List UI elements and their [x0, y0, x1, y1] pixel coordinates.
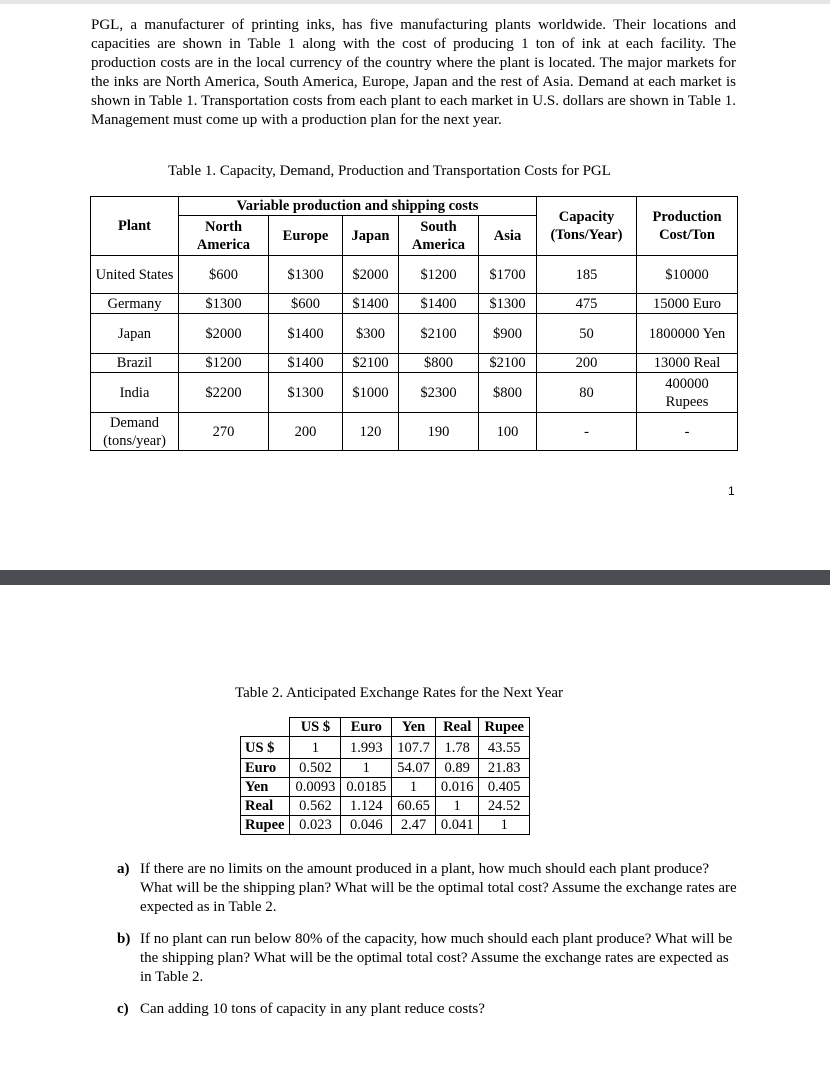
rate-cell: 1 — [392, 778, 436, 797]
demand-cell: 190 — [399, 413, 479, 451]
cost-cell: $2000 — [343, 256, 399, 294]
rate-cell: 0.502 — [290, 759, 341, 778]
demand-cell: 200 — [269, 413, 343, 451]
cost-cell: $2000 — [179, 314, 269, 354]
cost-cell: $2300 — [399, 373, 479, 413]
table1-caption: Table 1. Capacity, Demand, Production and Transportation Costs for PGL — [168, 163, 611, 179]
plant-name: Japan — [91, 314, 179, 354]
table-row — [241, 778, 530, 797]
cost-cell: $1300 — [479, 294, 537, 314]
questions-list — [117, 860, 737, 1032]
intro-paragraph: PGL, a manufacturer of printing inks, has five manufacturing plants worldwide. Their locations and capacities are shown in Table 1 along with the cost of producing 1 ton of ink at each facility. The production costs are in the local currency of the country where the plant is located. The major markets for the inks are North America, South America, Europe, Japan and the rest of Asia. Demand at each market is shown in Table 1. Transportation costs from each plant to each market in U.S. dollars are shown in Table 1. Management must come up with a production plan for the next year. — [91, 17, 736, 128]
plant-name: India — [91, 373, 179, 413]
table-row — [241, 737, 530, 759]
demand-capacity-cell: - — [537, 413, 637, 451]
currency-header: US $ — [290, 718, 341, 737]
cost-cell: $300 — [343, 314, 399, 354]
cost-cell: $900 — [479, 314, 537, 354]
production-cell: 15000 Euro — [637, 294, 738, 314]
question-label: b) — [117, 931, 131, 947]
demand-row — [91, 413, 738, 451]
cost-cell: $600 — [179, 256, 269, 294]
cost-cell: $800 — [399, 354, 479, 373]
cost-cell: $800 — [479, 373, 537, 413]
page-number: 1 — [728, 484, 735, 498]
rate-cell: 1 — [435, 797, 479, 816]
cost-cell: $1300 — [269, 373, 343, 413]
cost-cell: $1400 — [343, 294, 399, 314]
question-c — [117, 1000, 737, 1019]
table-row — [241, 797, 530, 816]
cost-cell: $2100 — [399, 314, 479, 354]
variable-cost-header: Variable production and shipping costs — [179, 197, 537, 216]
table2 — [240, 717, 530, 835]
top-divider — [0, 0, 830, 4]
plant-header: Plant — [91, 197, 179, 256]
table-row — [241, 816, 530, 835]
capacity-cell: 475 — [537, 294, 637, 314]
rate-cell: 0.046 — [341, 816, 392, 835]
currency-header: Real — [435, 718, 479, 737]
cost-cell: $1300 — [179, 294, 269, 314]
cost-cell: $1400 — [399, 294, 479, 314]
rate-cell: 60.65 — [392, 797, 436, 816]
cost-cell: $1400 — [269, 314, 343, 354]
plant-name: Brazil — [91, 354, 179, 373]
rate-cell: 21.83 — [479, 759, 529, 778]
rate-cell: 0.016 — [435, 778, 479, 797]
rate-cell: 0.0093 — [290, 778, 341, 797]
cost-cell: $1200 — [179, 354, 269, 373]
market-header: North America — [179, 216, 269, 256]
page-2 — [0, 585, 830, 1080]
cost-cell: $2100 — [479, 354, 537, 373]
cost-cell: $1700 — [479, 256, 537, 294]
question-text: If there are no limits on the amount produced in a plant, how much should each plant produce? What will be the shipping plan? What will be the optimal total cost? Assume the exchange rates are expected as in Table 2. — [140, 861, 737, 915]
production-cell: 13000 Real — [637, 354, 738, 373]
rate-cell: 0.405 — [479, 778, 529, 797]
rate-cell: 0.0185 — [341, 778, 392, 797]
cost-cell: $1400 — [269, 354, 343, 373]
cost-cell: $1300 — [269, 256, 343, 294]
rate-cell: 1 — [479, 816, 529, 835]
page-separator — [0, 570, 830, 585]
rate-cell: 1 — [341, 759, 392, 778]
demand-cell: 270 — [179, 413, 269, 451]
market-header: Asia — [479, 216, 537, 256]
question-b — [117, 930, 737, 987]
demand-production-cell: - — [637, 413, 738, 451]
rate-cell: 0.041 — [435, 816, 479, 835]
question-text: Can adding 10 tons of capacity in any plant reduce costs? — [140, 1001, 485, 1017]
question-a — [117, 860, 737, 917]
rate-cell: 1.993 — [341, 737, 392, 759]
market-header: Japan — [343, 216, 399, 256]
table2-caption: Table 2. Anticipated Exchange Rates for the Next Year — [235, 685, 564, 701]
table-row — [91, 354, 738, 373]
question-label: a) — [117, 861, 130, 877]
table-row — [91, 314, 738, 354]
rate-cell: 43.55 — [479, 737, 529, 759]
corner-cell — [241, 718, 290, 737]
demand-cell: 100 — [479, 413, 537, 451]
question-text: If no plant can run below 80% of the capacity, how much should each plant produce? What will be the shipping plan? What will be the optimal total cost? Assume the exchange rates are expected as in Table 2. — [140, 931, 733, 985]
rate-cell: 0.562 — [290, 797, 341, 816]
demand-label: Demand (tons/year) — [91, 413, 179, 451]
table-row — [241, 759, 530, 778]
market-header: South America — [399, 216, 479, 256]
rate-cell: 0.023 — [290, 816, 341, 835]
plant-name: United States — [91, 256, 179, 294]
plant-name: Germany — [91, 294, 179, 314]
table-row — [91, 256, 738, 294]
table-row — [91, 373, 738, 413]
market-header: Europe — [269, 216, 343, 256]
row-header: US $ — [241, 737, 290, 759]
capacity-header: Capacity (Tons/Year) — [537, 197, 637, 256]
currency-header: Rupee — [479, 718, 529, 737]
production-cell: $10000 — [637, 256, 738, 294]
production-cell: 400000 Rupees — [637, 373, 738, 413]
cost-cell: $2200 — [179, 373, 269, 413]
rate-cell: 107.7 — [392, 737, 436, 759]
rate-cell: 0.89 — [435, 759, 479, 778]
row-header: Real — [241, 797, 290, 816]
rate-cell: 1.78 — [435, 737, 479, 759]
demand-cell: 120 — [343, 413, 399, 451]
capacity-cell: 80 — [537, 373, 637, 413]
row-header: Euro — [241, 759, 290, 778]
table-row — [91, 294, 738, 314]
table1 — [90, 196, 738, 451]
question-label: c) — [117, 1001, 129, 1017]
capacity-cell: 200 — [537, 354, 637, 373]
cost-cell: $1200 — [399, 256, 479, 294]
rate-cell: 2.47 — [392, 816, 436, 835]
row-header: Yen — [241, 778, 290, 797]
cost-cell: $1000 — [343, 373, 399, 413]
cost-cell: $600 — [269, 294, 343, 314]
cost-cell: $2100 — [343, 354, 399, 373]
capacity-cell: 50 — [537, 314, 637, 354]
rate-cell: 24.52 — [479, 797, 529, 816]
production-cost-header: Production Cost/Ton — [637, 197, 738, 256]
currency-header: Yen — [392, 718, 436, 737]
production-cell: 1800000 Yen — [637, 314, 738, 354]
rate-cell: 54.07 — [392, 759, 436, 778]
rate-cell: 1.124 — [341, 797, 392, 816]
row-header: Rupee — [241, 816, 290, 835]
capacity-cell: 185 — [537, 256, 637, 294]
rate-cell: 1 — [290, 737, 341, 759]
currency-header: Euro — [341, 718, 392, 737]
